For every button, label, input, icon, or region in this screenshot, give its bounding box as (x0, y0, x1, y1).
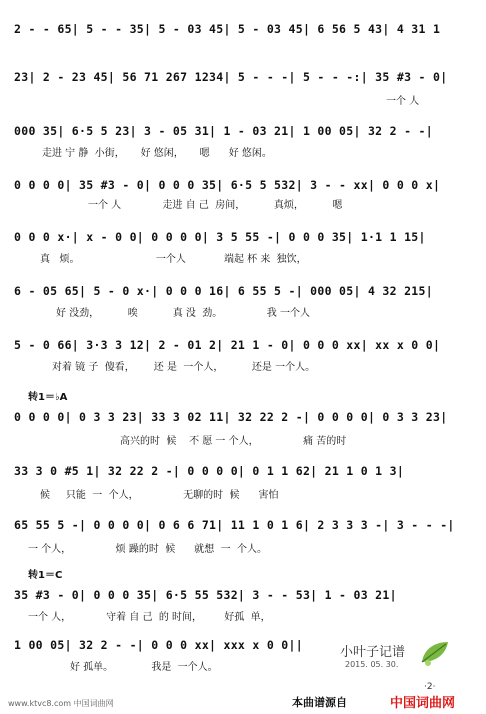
score-line-9-notes: 33 3 0 #5 1| 32 22 2 -| 0 0 0 0| 0 1 1 62| 21 1 0 1 3| (14, 464, 405, 478)
transcription-date: 2015. 05. 30. (345, 660, 399, 669)
footer-site-logo[interactable]: 中国词曲网 (390, 696, 456, 711)
key-change-c: 转1＝C (28, 570, 63, 581)
score-line-4-notes: 0 0 0 0| 35 #3 - 0| 0 0 0 35| 6·5 5 532| 3 - - xx| 0 0 0 x| (14, 178, 441, 192)
score-line-10-lyric: 一 个人， 烦 躁的时 候 就想 一 个人。 (28, 544, 268, 555)
score-line-3-notes: 000 35| 6·5 5 23| 3 - 05 31| 1 - 03 21| 1 00 05| 32 2 - -| (14, 124, 433, 138)
footer-site-url[interactable]: www.ktvc8.com 中国词曲网 (8, 699, 114, 708)
page-number: ·2· (424, 682, 436, 692)
score-line-8-lyric: 高兴的时 候 不 愿 一 个人， 痛 苦的时 (120, 436, 347, 447)
score-line-12-notes: 1 00 05| 32 2 - -| 0 0 0 xx| xxx x 0 0|| (14, 638, 303, 652)
score-line-5-notes: 0 0 0 x·| x - 0 0| 0 0 0 0| 3 5 55 -| 0 0 0 35| 1·1 1 15| (14, 230, 426, 244)
score-line-9-lyric: 候 只能 一 个人， 无聊的时 候 害怕 (40, 490, 279, 501)
score-line-4-lyric: 一个 人 走进 自 己 房间， 真烦， 嗯 (88, 200, 343, 211)
score-line-6-notes: 6 - 05 65| 5 - 0 x·| 0 0 0 16| 6 55 5 -| 000 05| 4 32 215| (14, 284, 433, 298)
score-line-11-lyric: 一个 人， 守着 自 己 的 时间， 好孤 单， (28, 612, 271, 623)
score-line-8-notes: 0 0 0 0| 0 3 3 23| 33 3 02 11| 32 22 2 -| 0 0 0 0| 0 3 3 23| (14, 410, 448, 424)
score-line-12-lyric: 好 孤单。 我是 一个人。 (70, 662, 218, 673)
score-line-11-notes: 35 #3 - 0| 0 0 0 35| 6·5 55 532| 3 - - 53| 1 - 03 21| (14, 588, 397, 602)
score-line-2-notes: 23| 2 - 23 45| 56 71 267 1234| 5 - - -| 5 - - -:| 35 #3 - 0| (14, 70, 448, 84)
transcriber-signature: 小叶子记谱 (340, 645, 406, 660)
score-line-3-lyric: 走进 宁 静 小街， 好 悠闲， 嗯 好 悠闲。 (42, 148, 272, 159)
score-line-7-lyric: 对着 镜 子 傻看， 还 是 一个人， 还是 一个人。 (52, 362, 316, 373)
score-line-5-lyric: 真 烦。 一个人 端起 杯 来 独饮， (40, 254, 307, 265)
score-line-10-notes: 65 55 5 -| 0 0 0 0| 0 6 6 71| 11 1 0 1 6| 2 3 3 3 -| 3 - - -| (14, 518, 455, 532)
leaf-icon (418, 638, 452, 666)
score-line-2-lyric: 一个 人 (386, 96, 420, 107)
score-line-6-lyric: 好 没劲， 唉 真 没 劲。 我 一个人 (56, 308, 310, 319)
score-line-1-notes: 2 - - 65| 5 - - 35| 5 - 03 45| 5 - 03 45| 6 56 5 43| 4 31 1 (14, 22, 441, 36)
key-change-flat-a: 转1＝♭A (28, 392, 68, 403)
footer-source-label: 本曲谱源自 (292, 696, 347, 709)
score-line-7-notes: 5 - 0 66| 3·3 3 12| 2 - 01 2| 21 1 - 0| 0 0 0 xx| xx x 0 0| (14, 338, 441, 352)
